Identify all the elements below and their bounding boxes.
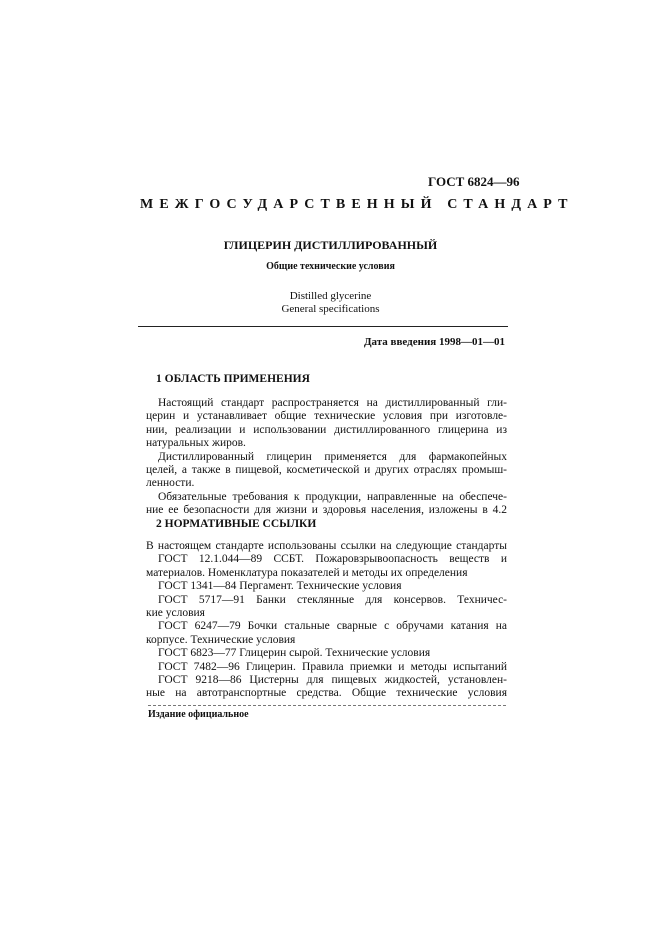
document-subtitle: Общие технические условия <box>266 261 395 272</box>
section-2-body <box>146 540 507 701</box>
text-line: Настоящий стандарт распространяется на дистиллированный гли- <box>158 397 507 409</box>
section-2-heading: 2 НОРМАТИВНЫЕ ССЫЛКИ <box>156 518 317 530</box>
text-line: Обязательные требования к продукции, направленные на обеспече- <box>158 490 507 503</box>
text-line: церин и устанавливает общие технические условия при изготовле- <box>146 410 507 423</box>
footnote-divider <box>148 705 506 706</box>
standard-code: ГОСТ 6824—96 <box>428 174 520 189</box>
text-line: натуральных жиров. <box>146 437 246 450</box>
text-line: материалов. Номенклатура показателей и методы их определения <box>146 566 468 579</box>
english-title: Distilled glycerine <box>289 290 372 302</box>
section-1-heading: 1 ОБЛАСТЬ ПРИМЕНЕНИЯ <box>156 373 310 385</box>
text-line: ные на автотранспортные средства. Общие технические условия <box>146 687 507 700</box>
text-line: Дистиллированный глицерин применяется для фармакопейных <box>158 450 507 463</box>
document-title: ГЛИЦЕРИН ДИСТИЛЛИРОВАННЫЙ <box>223 238 438 252</box>
text-line: В настоящем стандарте использованы ссылки на следующие стандарты <box>146 540 507 552</box>
footnote: Издание официальное <box>148 709 249 720</box>
text-line: ние ее безопасности для жизни и здоровья населения, изложены в 4.2 <box>146 504 507 517</box>
text-line: ГОСТ 6823—77 Глицерин сырой. Технические условия <box>158 647 431 660</box>
text-line: ГОСТ 1341—84 Пергамент. Технические условия <box>158 580 402 593</box>
text-line: ГОСТ 12.1.044—89 ССБТ. Пожаровзрывоопасность веществ и <box>158 553 507 566</box>
section-1-body <box>146 397 507 518</box>
text-line: ленности. <box>146 477 195 490</box>
text-line: ГОСТ 9218—86 Цистерны для пищевых жидкостей, установлен- <box>158 673 507 686</box>
title-divider <box>138 326 508 327</box>
interstate-standard-banner: МЕЖГОСУДАРСТВЕННЫЙ СТАНДАРТ <box>140 197 574 212</box>
text-line: ГОСТ 7482—96 Глицерин. Правила приемки и методы испытаний <box>158 660 507 673</box>
text-line: целей, а также в пищевой, косметической и других отраслях промыш- <box>146 463 507 476</box>
text-line: ГОСТ 6247—79 Бочки стальные сварные с обручами катания на <box>158 620 507 633</box>
text-line: кие условия <box>146 606 205 619</box>
text-line: нии, реализации и использовании дистиллированного глицерина из <box>146 423 507 436</box>
text-line: корпусе. Технические условия <box>146 633 296 646</box>
english-subtitle: General specifications <box>281 303 380 315</box>
text-line: ГОСТ 5717—91 Банки стеклянные для консервов. Техничес- <box>158 593 507 606</box>
effective-date: Дата введения 1998—01—01 <box>363 336 505 348</box>
